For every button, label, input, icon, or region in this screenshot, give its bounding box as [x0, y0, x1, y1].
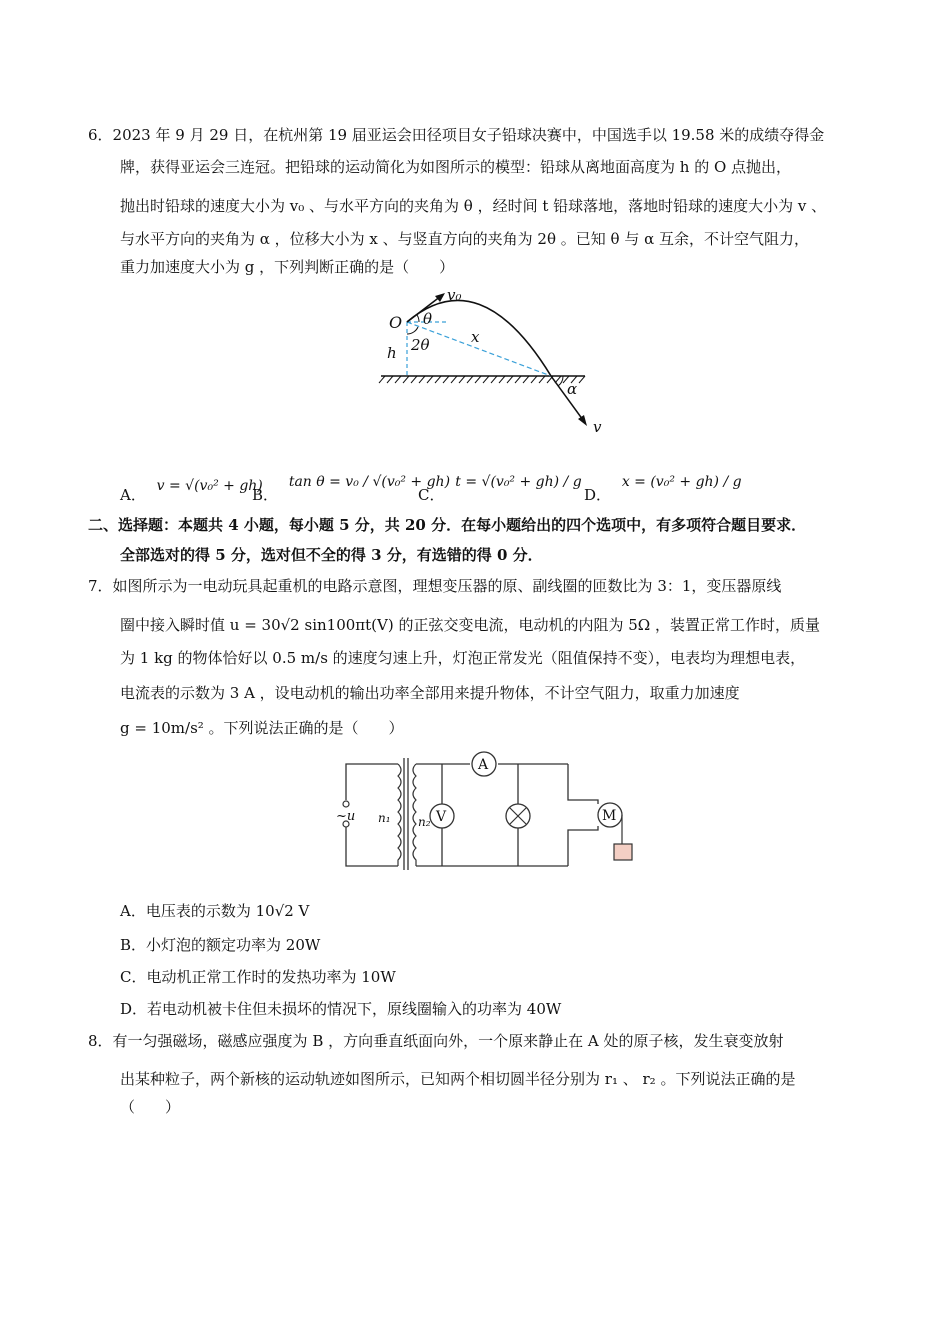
- n1-label: n₁: [378, 811, 391, 825]
- q6-line-5: 重力加速度大小为 g ，下列判断正确的是（ ）: [120, 258, 455, 276]
- q6-option-C[interactable]: [418, 474, 582, 507]
- q7-option-C[interactable]: C．电动机正常工作时的发热功率为 10W: [120, 968, 396, 986]
- label-theta: θ: [423, 310, 433, 328]
- primary-wire-top: [346, 764, 398, 800]
- label-v0: v₀: [447, 286, 462, 304]
- q7-line-5: g = 10m/s² 。下列说法正确的是（ ）: [120, 719, 404, 737]
- label-two-theta: 2θ: [411, 336, 430, 354]
- load-block: [614, 844, 632, 860]
- terminal-top: [343, 801, 349, 807]
- label-alpha: α: [567, 380, 578, 398]
- label-x: x: [471, 328, 480, 346]
- option-A-formula: v = √(v₀² + gh): [156, 478, 263, 494]
- ammeter-label: A: [478, 757, 489, 773]
- n2-label: n₂: [418, 815, 431, 829]
- option-B-formula: tan θ = v₀ / √(v₀² + gh): [288, 474, 451, 490]
- alpha-arc: [558, 376, 563, 386]
- q7-line-4: 电流表的示数为 3 A ，设电动机的输出功率全部用来提升物体，不计空气阻力，取重力加速度: [120, 684, 740, 702]
- q6-line-2: 牌，获得亚运会三连冠。把铅球的运动简化为如图所示的模型：铅球从离地面高度为 h 的 O 点抛出，: [120, 158, 792, 176]
- q6-option-B[interactable]: [252, 474, 451, 507]
- option-D-formula: x = (v₀² + gh) / g: [621, 474, 742, 490]
- label-O: O: [389, 313, 403, 332]
- source-label: ~u: [336, 809, 356, 824]
- q6-option-D[interactable]: [584, 474, 742, 507]
- primary-wire-bottom: [346, 826, 398, 866]
- q7-option-A[interactable]: A．电压表的示数为 10√2 V: [120, 902, 310, 920]
- section2-line-1: 二、选择题：本题共 4 小题，每小题 5 分，共 20 分．在每小题给出的四个选项中，有多项符合题目要求．: [88, 516, 807, 534]
- motor-label: M: [602, 808, 617, 824]
- label-h: h: [387, 344, 397, 362]
- option-C-label: C．: [418, 486, 445, 504]
- primary-coil: [398, 764, 401, 866]
- v-arrowhead: [578, 415, 587, 426]
- q6-line-4: 与水平方向的夹角为 α ，位移大小为 x 、与竖直方向的夹角为 2θ 。已知 θ 与 α 互余，不计空气阻力，: [120, 230, 810, 248]
- circuit-figure: [338, 748, 638, 873]
- option-B-label: B．: [252, 486, 279, 504]
- option-C-formula: t = √(v₀² + gh) / g: [455, 474, 582, 490]
- q6-option-A[interactable]: [120, 478, 263, 507]
- q7-line-2: 圈中接入瞬时值 u = 30√2 sin100πt(V) 的正弦交变电流，电动机的内阻为 5Ω ，装置正常工作时，质量: [120, 616, 820, 634]
- q8-line-1: 8．有一匀强磁场，磁感应强度为 B ，方向垂直纸面向外，一个原来静止在 A 处的原子核，发生衰变放射: [88, 1032, 784, 1050]
- q6-line-3: 抛出时铅球的速度大小为 v₀ 、与水平方向的夹角为 θ ，经时间 t 铅球落地，落地时铅球的速度大小为 v 、: [120, 197, 827, 215]
- projectile-figure: [375, 280, 615, 440]
- label-v: v: [593, 418, 602, 436]
- secondary-coil: [413, 764, 416, 866]
- two-theta-arc: [407, 327, 418, 334]
- theta-arc: [417, 315, 419, 322]
- voltmeter-label: V: [436, 809, 447, 825]
- v0-arrowhead: [435, 293, 445, 302]
- q7-option-B[interactable]: B．小灯泡的额定功率为 20W: [120, 936, 321, 954]
- q7-line-3: 为 1 kg 的物体恰好以 0.5 m/s 的速度匀速上升，灯泡正常发光（阻值保持不变），电表均为理想电表，: [120, 649, 806, 667]
- q7-line-1: 7．如图所示为一电动玩具起重机的电路示意图，理想变压器的原、副线圈的匝数比为 3：1，变压器原线: [88, 577, 782, 595]
- q8-line-3: （ ）: [120, 1098, 181, 1116]
- q6-line-1: 6．2023 年 9 月 29 日，在杭州第 19 届亚运会田径项目女子铅球决赛中，中国选手以 19.58 米的成绩夺得金: [88, 126, 825, 144]
- section2-line-2: 全部选对的得 5 分，选对但不全的得 3 分，有选错的得 0 分．: [120, 546, 543, 564]
- q7-option-D[interactable]: D．若电动机被卡住但未损坏的情况下，原线圈输入的功率为 40W: [120, 1000, 562, 1018]
- option-A-label: A．: [120, 486, 146, 504]
- q8-line-2: 出某种粒子，两个新核的运动轨迹如图所示，已知两个相切圆半径分别为 r₁ 、 r₂ 。下列说法正确的是: [120, 1070, 796, 1088]
- option-D-label: D．: [584, 486, 612, 504]
